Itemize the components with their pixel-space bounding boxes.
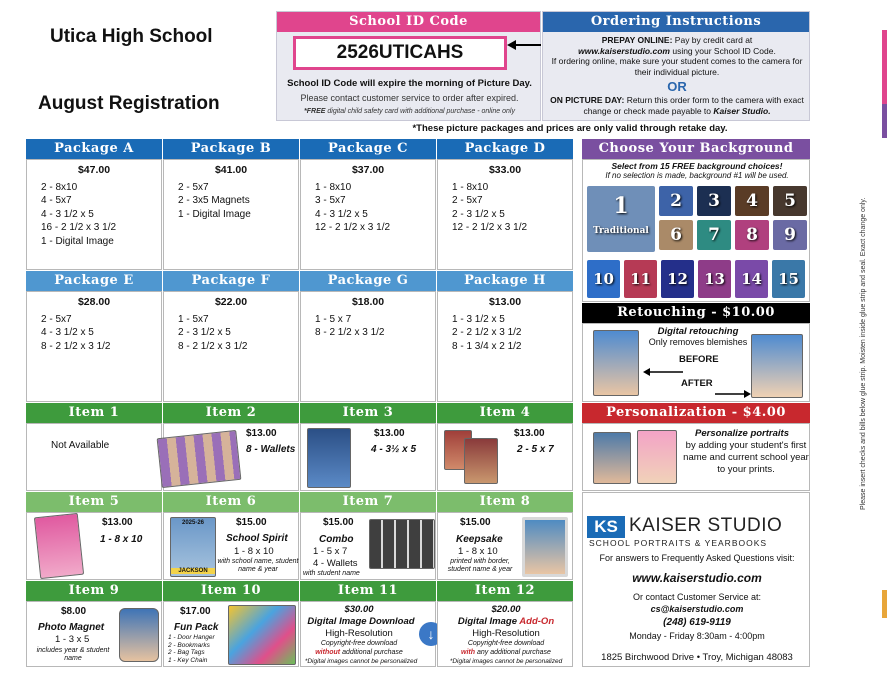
item-1-card[interactable] bbox=[26, 423, 162, 491]
spirit-name: JACKSON bbox=[171, 568, 215, 574]
package-line: 3 - 5x7 bbox=[315, 195, 346, 206]
item-10-line-3: 2 - Bag Tags bbox=[168, 649, 205, 656]
background-number: 10 bbox=[593, 270, 614, 288]
item-5-price: $13.00 bbox=[102, 517, 133, 528]
background-option-9[interactable] bbox=[773, 220, 807, 250]
background-subtitle: Select from 15 FREE background choices! bbox=[611, 161, 783, 171]
studio-address: 1825 Birchwood Drive • Troy, Michigan 48083 bbox=[601, 652, 793, 663]
or-divider: OR bbox=[667, 79, 687, 94]
background-option-15[interactable] bbox=[772, 260, 805, 298]
item-12-res: High-Resolution bbox=[472, 628, 540, 639]
package-a-header: Package A bbox=[26, 139, 162, 159]
item-12-line-2 bbox=[438, 649, 574, 657]
package-line: 1 - Digital Image bbox=[178, 208, 251, 220]
item-10-card[interactable] bbox=[163, 601, 299, 667]
background-number: 4 bbox=[746, 191, 758, 211]
item-8-card[interactable] bbox=[437, 512, 573, 580]
item-12-line-3: *Digital images cannot be personalized bbox=[449, 658, 563, 665]
background-number: 9 bbox=[784, 225, 796, 245]
personal-text: by adding your student's first name and current school year to your prints. bbox=[683, 440, 809, 475]
package-price: $41.00 bbox=[214, 164, 248, 176]
item-6-title: School Spirit bbox=[226, 533, 288, 544]
package-b-card[interactable] bbox=[163, 159, 299, 270]
retouching-header: Retouching - $10.00 bbox=[582, 303, 810, 323]
download-icon: ↓ bbox=[419, 622, 443, 646]
background-default-note: If no selection is made, background #1 will be used. bbox=[605, 171, 789, 180]
background-number: 6 bbox=[670, 225, 682, 245]
item-5-photo bbox=[34, 513, 84, 579]
package-contents bbox=[164, 313, 298, 354]
package-e-card[interactable] bbox=[26, 291, 162, 402]
personalization-panel bbox=[582, 423, 810, 491]
studio-email-link[interactable]: cs@kaiserstudio.com bbox=[650, 604, 744, 614]
arrow-to-before-icon bbox=[643, 364, 683, 382]
item-11-header: Item 11 bbox=[300, 581, 436, 601]
package-contents bbox=[438, 181, 572, 235]
item-12-with: with bbox=[461, 649, 476, 656]
fun-pack-photo bbox=[228, 605, 296, 665]
package-contents bbox=[27, 313, 161, 354]
package-contents bbox=[27, 181, 161, 249]
package-line: 12 - 2 1/2 x 3 1/2 bbox=[452, 222, 528, 233]
package-price: $18.00 bbox=[351, 296, 385, 308]
item-3-header: Item 3 bbox=[300, 403, 436, 423]
package-line: 2 - 2 1/2 x 3 1/2 bbox=[452, 327, 522, 338]
retouch-title: Digital retouching bbox=[657, 326, 739, 337]
background-option-5[interactable] bbox=[773, 186, 807, 216]
background-number: 5 bbox=[784, 191, 796, 211]
item-10-header: Item 10 bbox=[163, 581, 299, 601]
studio-phone: (248) 619-9119 bbox=[663, 617, 731, 628]
package-h-header: Package H bbox=[437, 271, 573, 291]
package-line: 1 - 5x7 bbox=[178, 313, 209, 325]
item-4-desc: 2 - 5 x 7 bbox=[517, 444, 554, 455]
school-name: Utica High School bbox=[50, 26, 213, 47]
item-6-price: $15.00 bbox=[236, 517, 267, 528]
background-option-10[interactable] bbox=[587, 260, 620, 298]
item-10-line-2: 2 - Bookmarks bbox=[168, 641, 210, 649]
package-line: 4 - 3 1/2 x 5 bbox=[315, 208, 368, 220]
package-line: 8 - 2 1/2 x 3 1/2 bbox=[178, 340, 248, 352]
picture-day-instructions bbox=[547, 95, 807, 116]
personal-photo-2 bbox=[637, 430, 677, 484]
item-7-price: $15.00 bbox=[323, 517, 354, 528]
picture-day-text: Return this order form to the camera with exact change or check made payable to bbox=[583, 95, 804, 116]
school-id-code: 2526UTICAHS bbox=[293, 36, 507, 70]
personal-photo-1 bbox=[593, 432, 631, 484]
item-8-size: 1 - 8 x 10 bbox=[458, 546, 498, 557]
prepay-text-1: Pay by credit card at bbox=[674, 35, 753, 45]
background-option-3[interactable] bbox=[697, 186, 731, 216]
background-number: 15 bbox=[778, 270, 799, 288]
background-option-7[interactable] bbox=[697, 220, 731, 250]
prepay-text-2: using your School ID Code. bbox=[672, 45, 776, 56]
item-11-res: High-Resolution bbox=[325, 628, 393, 639]
item-6-note: with school name, student name & year bbox=[217, 558, 299, 573]
package-line: 16 - 2 1/2 x 3 1/2 bbox=[41, 222, 117, 233]
item-5-card[interactable] bbox=[26, 512, 162, 580]
kaiser-logo: KS bbox=[587, 516, 625, 538]
background-option-2[interactable] bbox=[659, 186, 693, 216]
background-number: 13 bbox=[704, 270, 725, 288]
item-7-header: Item 7 bbox=[300, 492, 436, 512]
contact-text: Or contact Customer Service at: bbox=[632, 592, 762, 602]
item-12-title-text: Digital Image bbox=[457, 616, 517, 627]
package-line: 8 - 1 3/4 x 2 1/2 bbox=[452, 340, 522, 352]
package-line: 1 - 5 x 7 bbox=[315, 313, 352, 325]
package-price: $13.00 bbox=[488, 296, 522, 308]
item-7-size: 1 - 5 x 7 bbox=[313, 546, 348, 557]
edge-mark-pink bbox=[882, 30, 887, 104]
package-line: 4 - 3 1/2 x 5 bbox=[41, 327, 94, 338]
item-10-list bbox=[168, 634, 215, 664]
package-contents bbox=[164, 181, 298, 222]
package-b-header: Package B bbox=[163, 139, 299, 159]
free-text: digital child safety card with additional purchase - online only bbox=[327, 108, 515, 115]
package-contents bbox=[438, 313, 572, 354]
package-d-card[interactable] bbox=[437, 159, 573, 270]
ordering-header: Ordering Instructions bbox=[543, 12, 809, 32]
item-3-card[interactable] bbox=[300, 423, 436, 491]
package-line: 12 - 2 1/2 x 3 1/2 bbox=[315, 222, 391, 233]
retouch-note: Only removes blemishes bbox=[648, 337, 748, 347]
package-c-header: Package C bbox=[300, 139, 436, 159]
background-option-6[interactable] bbox=[659, 220, 693, 250]
item-2-header: Item 2 bbox=[163, 403, 299, 423]
arrow-to-after-icon bbox=[715, 386, 751, 404]
item-4-header: Item 4 bbox=[437, 403, 573, 423]
spirit-year: 2025-26 bbox=[181, 520, 205, 526]
ordering-panel bbox=[542, 11, 810, 121]
item-11-line-2-text: additional purchase bbox=[342, 649, 403, 656]
item-9-note: includes year & student name bbox=[36, 647, 110, 662]
item-1-header: Item 1 bbox=[26, 403, 162, 423]
item-7-title: Combo bbox=[319, 534, 354, 545]
background-option-13[interactable] bbox=[698, 260, 731, 298]
item-11-line-3: *Digital images cannot be personalized bbox=[304, 658, 418, 665]
faq-text: For answers to Frequently Asked Questions visit: bbox=[599, 553, 795, 563]
after-label: AFTER bbox=[681, 378, 713, 389]
item-10-line-4: 1 - Key Chain bbox=[168, 656, 208, 664]
item-9-price: $8.00 bbox=[61, 606, 87, 617]
package-d-header: Package D bbox=[437, 139, 573, 159]
prepay-label: PREPAY ONLINE: bbox=[601, 35, 673, 45]
package-price: $22.00 bbox=[214, 296, 248, 308]
item-12-title bbox=[438, 616, 574, 627]
item-3-photo bbox=[307, 428, 351, 488]
item-8-note: printed with border, student name & year bbox=[447, 558, 513, 573]
package-line: 1 - 8x10 bbox=[315, 181, 352, 193]
keepsake-photo bbox=[522, 517, 568, 577]
background-number: 14 bbox=[741, 270, 762, 288]
package-line: 2 - 5x7 bbox=[178, 181, 209, 193]
school-id-header: School ID Code bbox=[277, 12, 540, 32]
item-11-price: $30.00 bbox=[344, 604, 374, 615]
package-line: 8 - 2 1/2 x 3 1/2 bbox=[41, 340, 111, 352]
personal-title: Personalize portraits bbox=[695, 428, 789, 439]
item-11-card[interactable] bbox=[300, 601, 436, 667]
package-line: 4 - 3 1/2 x 5 bbox=[41, 208, 94, 220]
item-8-price: $15.00 bbox=[460, 517, 491, 528]
school-id-panel bbox=[276, 11, 541, 121]
before-label: BEFORE bbox=[679, 354, 719, 365]
item-12-card[interactable] bbox=[437, 601, 573, 667]
studio-name: KAISER STUDIO bbox=[629, 515, 783, 536]
package-e-header: Package E bbox=[26, 271, 162, 291]
package-a-card[interactable] bbox=[26, 159, 162, 270]
package-line: 1 - Digital Image bbox=[41, 235, 114, 247]
item-11-line-1: Copyright-free download bbox=[320, 640, 398, 647]
item-9-card[interactable] bbox=[26, 601, 162, 667]
package-f-header: Package F bbox=[163, 271, 299, 291]
studio-panel bbox=[582, 492, 810, 667]
picture-day-label: ON PICTURE DAY: bbox=[550, 95, 625, 105]
item-12-line-1: Copyright-free download bbox=[467, 640, 545, 647]
payee-name: Kaiser Studio. bbox=[713, 105, 771, 116]
item-9-title: Photo Magnet bbox=[38, 622, 105, 633]
wallets-photo bbox=[157, 430, 242, 488]
item-5-desc: 1 - 8 x 10 bbox=[100, 534, 143, 545]
background-number: 12 bbox=[667, 270, 688, 288]
package-line: 2 - 8x10 bbox=[41, 181, 78, 193]
validity-note: *These picture packages and prices are only valid through retake day. bbox=[412, 123, 728, 134]
item-11-title: Digital Image Download bbox=[307, 616, 415, 627]
magnet-photo bbox=[119, 608, 159, 662]
item-11-line-2 bbox=[301, 649, 417, 657]
package-line: 4 - 5x7 bbox=[41, 195, 72, 206]
side-note: Please insert checks and bills below glue strip. Moisten inside glue strip and seal. Exact change only. bbox=[860, 197, 867, 510]
item-2-desc: 8 - Wallets bbox=[246, 444, 296, 455]
prepay-instructions bbox=[547, 35, 807, 77]
item-4-card[interactable] bbox=[437, 423, 573, 491]
retouching-panel bbox=[582, 323, 810, 402]
prepay-text-3: If ordering online, make sure your student comes to the camera for their individual picture. bbox=[551, 56, 803, 77]
background-number: 1 bbox=[613, 193, 629, 219]
package-c-card[interactable] bbox=[300, 159, 436, 270]
item-7-size-2: 4 - Wallets bbox=[313, 558, 358, 569]
package-line: 2 - 3 1/2 x 5 bbox=[452, 208, 505, 220]
registration-title: August Registration bbox=[38, 93, 220, 114]
item-5-header: Item 5 bbox=[26, 492, 162, 512]
edge-mark-purple bbox=[882, 104, 887, 138]
package-price: $47.00 bbox=[77, 164, 111, 176]
item-6-header: Item 6 bbox=[163, 492, 299, 512]
item-3-price: $13.00 bbox=[374, 428, 405, 439]
background-panel bbox=[582, 159, 810, 302]
contact-note: Please contact customer service to order after expired. bbox=[300, 93, 519, 103]
item-12-header: Item 12 bbox=[437, 581, 573, 601]
package-line: 2 - 3x5 Magnets bbox=[178, 195, 250, 206]
item-10-price: $17.00 bbox=[180, 606, 211, 617]
item-2-card[interactable] bbox=[163, 423, 299, 491]
personalization-header: Personalization - $4.00 bbox=[582, 403, 810, 423]
background-number: 8 bbox=[746, 225, 758, 245]
package-f-card[interactable] bbox=[163, 291, 299, 402]
item-11-without: without bbox=[315, 649, 341, 656]
package-line: 1 - 3 1/2 x 5 bbox=[452, 313, 505, 325]
package-line: 2 - 5x7 bbox=[41, 313, 72, 325]
background-option-14[interactable] bbox=[735, 260, 768, 298]
item-8-title: Keepsake bbox=[456, 534, 503, 545]
item-4-price: $13.00 bbox=[514, 428, 545, 439]
item-9-size: 1 - 3 x 5 bbox=[55, 634, 90, 645]
expire-note: School ID Code will expire the morning of Picture Day. bbox=[287, 78, 532, 89]
item-7-card[interactable] bbox=[300, 512, 436, 580]
package-g-header: Package G bbox=[300, 271, 436, 291]
package-price: $37.00 bbox=[351, 164, 385, 176]
background-option-12[interactable] bbox=[661, 260, 694, 298]
background-number: 11 bbox=[630, 270, 651, 288]
background-option-4[interactable] bbox=[735, 186, 769, 216]
item-12-addon: Add-On bbox=[519, 616, 555, 627]
studio-website-link[interactable]: www.kaiserstudio.com bbox=[632, 571, 762, 585]
package-price: $33.00 bbox=[488, 164, 522, 176]
traditional-label: Traditional bbox=[593, 226, 649, 236]
free-label: *FREE bbox=[304, 108, 326, 115]
package-h-card[interactable] bbox=[437, 291, 573, 402]
background-option-11[interactable] bbox=[624, 260, 657, 298]
prepay-site-link[interactable]: www.kaiserstudio.com bbox=[578, 45, 670, 56]
package-line: 8 - 2 1/2 x 3 1/2 bbox=[315, 327, 385, 338]
arrow-left-icon bbox=[507, 38, 541, 52]
background-option-8[interactable] bbox=[735, 220, 769, 250]
item-8-header: Item 8 bbox=[437, 492, 573, 512]
spirit-photo bbox=[170, 517, 216, 577]
studio-tagline: SCHOOL PORTRAITS & YEARBOOKS bbox=[589, 538, 768, 548]
combo-photo bbox=[369, 519, 435, 569]
item-3-desc: 4 - 3½ x 5 bbox=[371, 444, 417, 455]
background-option-1[interactable] bbox=[587, 186, 655, 252]
item-6-size: 1 - 8 x 10 bbox=[234, 546, 274, 557]
package-price: $28.00 bbox=[77, 296, 111, 308]
background-header: Choose Your Background bbox=[582, 139, 810, 159]
free-note bbox=[277, 108, 542, 115]
background-number: 3 bbox=[708, 191, 720, 211]
package-line: 2 - 5x7 bbox=[452, 195, 483, 206]
package-g-card[interactable] bbox=[300, 291, 436, 402]
item-9-header: Item 9 bbox=[26, 581, 162, 601]
item-12-line-2-text: any additional purchase bbox=[477, 649, 551, 656]
item-10-line-1: 1 - Door Hanger bbox=[168, 634, 215, 641]
item-7-note: with student name bbox=[303, 570, 360, 577]
background-number: 7 bbox=[708, 225, 720, 245]
studio-hours: Monday - Friday 8:30am - 4:00pm bbox=[629, 631, 765, 641]
package-line: 2 - 3 1/2 x 5 bbox=[178, 327, 231, 338]
item-4-photo-front bbox=[464, 438, 498, 484]
item-6-card[interactable] bbox=[163, 512, 299, 580]
item-12-price: $20.00 bbox=[491, 604, 521, 615]
package-contents bbox=[301, 313, 435, 340]
edge-mark-orange bbox=[882, 590, 887, 618]
item-10-title: Fun Pack bbox=[174, 622, 219, 633]
item-2-price: $13.00 bbox=[246, 428, 277, 439]
package-line: 1 - 8x10 bbox=[452, 181, 489, 193]
background-number: 2 bbox=[670, 191, 682, 211]
package-contents bbox=[301, 181, 435, 235]
item-1-unavailable: Not Available bbox=[51, 440, 110, 451]
